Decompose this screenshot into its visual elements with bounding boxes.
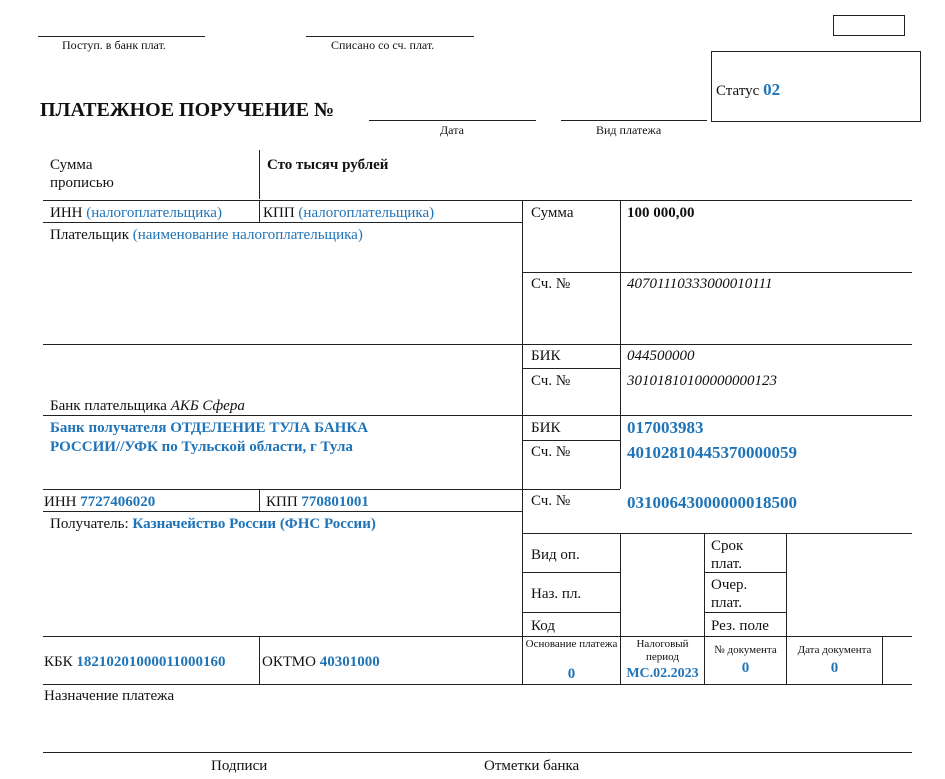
grid-line-440 [522, 440, 620, 441]
recipient-name-label: Получатель: [50, 516, 129, 532]
recipient-name-value: Казначейство России (ФНС России) [132, 516, 376, 532]
grid-line-415 [43, 415, 912, 416]
term-label-2: плат. [711, 556, 742, 572]
op-type-label: Вид оп. [531, 547, 580, 563]
recipient-bank-line-2: РОССИИ//УФК по Тульской области, г Тула [50, 439, 353, 455]
payer-inn-kpp-divider [259, 200, 260, 222]
recipient-bank-values-divider [620, 415, 621, 489]
recipient-bank-line-1: Банк получателя ОТДЕЛЕНИЕ ТУЛА БАНКА [50, 420, 369, 436]
recipient-kpp-value: 770801001 [301, 494, 369, 510]
payer-bank-name: АКБ Сфера [170, 398, 245, 414]
signatures-label: Подписи [211, 758, 268, 774]
recipient-bank-bik-value: 017003983 [627, 418, 704, 437]
recipient-bank-bik-label: БИК [531, 420, 561, 436]
payer-account-value: 40701110333000010111 [627, 276, 773, 292]
sum-value: 100 000,00 [627, 205, 695, 221]
amount-words-label-2: прописью [50, 175, 114, 191]
order-label-2: плат. [711, 595, 742, 611]
grid-line-511 [43, 511, 522, 512]
basis-value: 0 [567, 666, 576, 682]
tax-period-value: МС.02.2023 [626, 666, 699, 681]
status-value: 02 [763, 80, 781, 99]
oktmo-label: ОКТМО [262, 654, 316, 670]
basis-label: Основание платежа [525, 638, 618, 650]
status-label [716, 80, 780, 100]
payer-account-label: Сч. № [531, 276, 571, 292]
amount-words-value: Сто тысяч рублей [267, 157, 389, 173]
doc-date-label: Дата документа [797, 644, 872, 656]
payment-type-label: Вид платежа [596, 123, 662, 137]
payer-inn-value: (налогоплательщика) [86, 205, 222, 221]
reserve-field-label: Рез. поле [711, 618, 769, 634]
grid-line-636 [43, 636, 912, 637]
payer-name [50, 226, 363, 244]
recipient-name [50, 515, 376, 533]
amount-words-label-1: Сумма [50, 157, 93, 173]
grid-line-533 [522, 533, 912, 534]
sum-label: Сумма [531, 205, 574, 221]
oktmo-value: 40301000 [319, 654, 380, 670]
payer-bank-values-divider [620, 344, 621, 415]
payer-bank-bik-label: БИК [531, 348, 561, 364]
received-label: Поступ. в банк плат. [62, 38, 166, 52]
footer-line [43, 752, 912, 753]
recipient-kpp [266, 493, 369, 511]
recipient-account-value: 03100643000000018500 [627, 493, 797, 512]
term-label-1: Срок [711, 538, 744, 554]
code-label: Код [531, 618, 555, 634]
date-label: Дата [440, 123, 464, 137]
grid-line-200 [43, 200, 912, 201]
recipient-inn [44, 493, 155, 511]
doc-number-label: № документа [714, 644, 777, 656]
recipient-kpp-label: КПП [266, 494, 298, 510]
grid-line-222 [43, 222, 522, 223]
payer-name-label: Плательщик [50, 227, 129, 243]
payer-bank [50, 397, 245, 415]
recipient-inn-label: ИНН [44, 494, 77, 510]
purpose-code-label: Наз. пл. [531, 586, 582, 602]
payer-kpp-label: КПП [263, 205, 295, 221]
recipient-inn-kpp-divider [259, 489, 260, 511]
received-date-line [38, 36, 205, 37]
payer-kpp-value: (налогоплательщика) [298, 205, 435, 221]
doc-number-value: 0 [741, 660, 750, 676]
payer-bank-account-label: Сч. № [531, 373, 571, 389]
grid-line-344 [43, 344, 912, 345]
payer-inn [50, 204, 222, 222]
recipient-bank-account-label: Сч. № [531, 444, 571, 460]
bank-marks-label: Отметки банка [484, 758, 580, 774]
kbk-oktmo-divider [259, 636, 260, 684]
grid-line-612 [522, 612, 620, 613]
grid-line-368 [522, 368, 620, 369]
payer-name-value: (наименование налогоплательщика) [132, 227, 363, 243]
form-code-box [833, 15, 905, 36]
details-divider-704 [704, 533, 705, 684]
grid-line-684 [43, 684, 912, 685]
kbk-value: 18210201000011000160 [76, 654, 226, 670]
payer-kpp [263, 204, 434, 222]
payer-inn-label: ИНН [50, 205, 83, 221]
payment-type-line [561, 120, 707, 121]
tax-period-label: Налоговый период [636, 638, 689, 663]
debited-label: Списано со сч. плат. [331, 38, 435, 52]
status-label-text: Статус [716, 83, 760, 99]
doc-date-value: 0 [830, 660, 839, 676]
amount-words-divider [259, 150, 260, 199]
grid-line-489 [43, 489, 620, 490]
kbk-label: КБК [44, 654, 73, 670]
order-label-1: Очер. [711, 577, 748, 593]
payer-bank-label: Банк плательщика [50, 398, 167, 414]
details-divider-786 [786, 533, 787, 684]
recipient-account-label: Сч. № [531, 493, 571, 509]
date-line [369, 120, 536, 121]
kbk [44, 653, 226, 671]
grid-line-572 [522, 572, 620, 573]
payer-bank-account-value: 30101810100000000123 [627, 373, 777, 389]
payer-bank-bik-value: 044500000 [627, 348, 695, 364]
oktmo [262, 653, 380, 671]
payment-purpose-label: Назначение платежа [44, 688, 175, 704]
grid-line-272 [522, 272, 912, 273]
page-title: ПЛАТЕЖНОЕ ПОРУЧЕНИЕ № [40, 99, 335, 121]
debited-date-line [306, 36, 474, 37]
grid-line-612b [704, 612, 786, 613]
recipient-inn-value: 7727406020 [80, 494, 156, 510]
recipient-bank-account-value: 40102810445370000059 [627, 443, 797, 462]
doc-date-end-divider [882, 636, 883, 684]
details-divider-620 [620, 533, 621, 684]
